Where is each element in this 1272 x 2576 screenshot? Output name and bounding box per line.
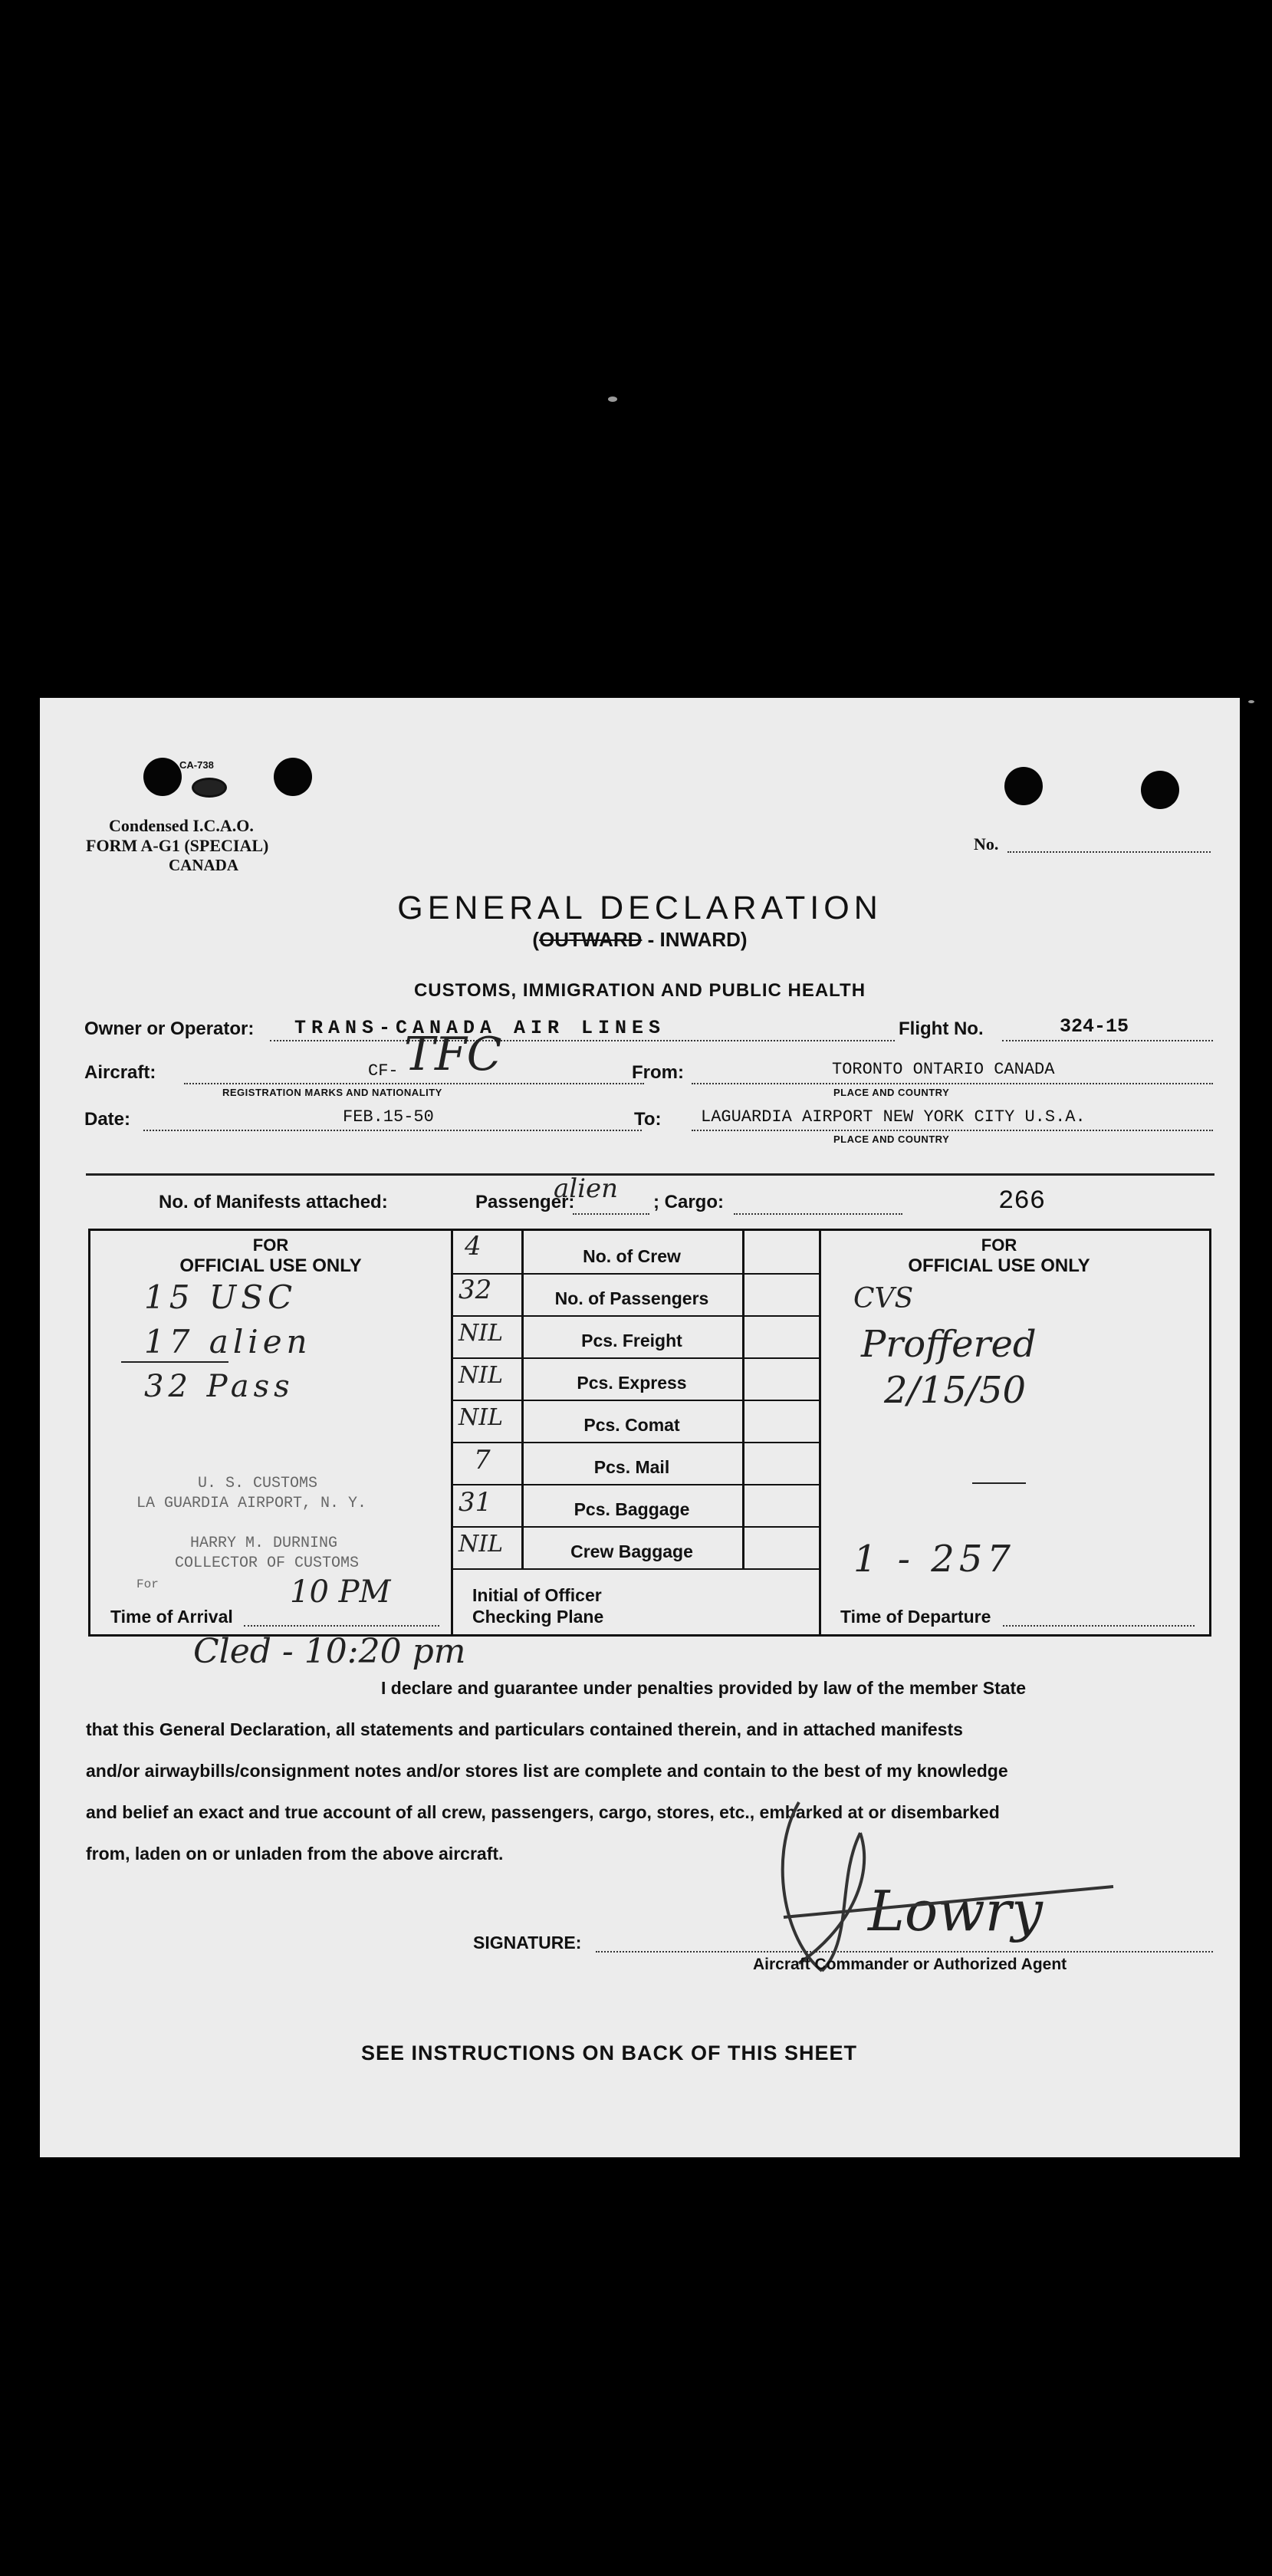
official-table (88, 1229, 1211, 1637)
count-value: NIL (459, 1320, 504, 1347)
cargo-label: ; Cargo: (653, 1192, 724, 1212)
declaration-line-1: I declare and guarantee under penalties provided by law of the member State (381, 1678, 1027, 1698)
right-note-2: Proffered (861, 1323, 1037, 1366)
aircraft-value: CF- (368, 1061, 399, 1081)
punch-hole (1141, 771, 1179, 809)
arrival-time-line (244, 1625, 439, 1627)
departure-time-label: Time of Departure (840, 1607, 991, 1627)
count-label: Crew Baggage (570, 1541, 693, 1561)
count-row (451, 1400, 819, 1443)
right-note-1: CVS (853, 1283, 914, 1314)
declaration-line-4: and belief an exact and true account of all crew, passengers, cargo, stores, etc., embarked at or disembarked (86, 1802, 1000, 1822)
count-row (451, 1315, 819, 1359)
customs-stamp-line-5: For (136, 1578, 159, 1591)
left-note-2: 17 alien (144, 1323, 312, 1360)
customs-stamp-line-4: COLLECTOR OF CUSTOMS (175, 1554, 360, 1572)
count-row (451, 1357, 819, 1401)
initial-officer-label: Initial of Officer (472, 1585, 602, 1605)
from-label: From: (632, 1062, 684, 1083)
departure-time-line (1003, 1625, 1195, 1627)
count-label: No. of Passengers (554, 1288, 709, 1308)
arrival-time-handwritten: 10 PM (290, 1574, 391, 1610)
count-value: NIL (459, 1362, 504, 1389)
count-label: Pcs. Freight (581, 1331, 682, 1351)
condensed-label: Condensed I.C.A.O. (109, 816, 254, 835)
owner-value: TRANS-CANADA AIR LINES (294, 1017, 666, 1039)
left-official-column (90, 1231, 453, 1634)
count-row (451, 1231, 819, 1275)
from-value: TORONTO ONTARIO CANADA (832, 1060, 1055, 1079)
aircraft-line (184, 1083, 644, 1084)
count-value: 32 (459, 1275, 492, 1305)
manifests-label: No. of Manifests attached: (159, 1192, 388, 1212)
count-label: Pcs. Mail (593, 1457, 670, 1477)
count-value: 31 (459, 1487, 492, 1518)
form-name: FORM A-G1 (SPECIAL) (86, 836, 269, 855)
signature-handwritten: Lowry (868, 1879, 1043, 1943)
passenger-handwritten: alien (554, 1173, 619, 1204)
to-caption: PLACE AND COUNTRY (833, 1133, 950, 1145)
checking-plane-label: Checking Plane (472, 1607, 604, 1627)
count-value: NIL (459, 1404, 504, 1431)
scan-speck (1248, 700, 1254, 703)
number-line (1007, 851, 1211, 853)
cleared-handwritten: Cled - 10:20 pm (193, 1632, 466, 1671)
aircraft-handwritten: TFC (404, 1028, 502, 1081)
signature-caption: Aircraft Commander or Authorized Agent (753, 1956, 1067, 1973)
passenger-line (573, 1213, 649, 1215)
count-row (451, 1526, 819, 1570)
punch-hole (1004, 767, 1043, 805)
right-official-heading: OFFICIAL USE ONLY (908, 1255, 1090, 1276)
flight-line (1002, 1040, 1213, 1041)
customs-stamp-line-2: LA GUARDIA AIRPORT, N. Y. (136, 1495, 367, 1512)
customs-stamp-line-1: U. S. CUSTOMS (198, 1475, 318, 1492)
to-label: To: (634, 1109, 662, 1130)
count-value: 4 (465, 1231, 482, 1262)
form-country: CANADA (169, 856, 238, 874)
owner-label: Owner or Operator: (84, 1018, 255, 1039)
to-line (692, 1130, 1213, 1131)
left-note-3: 32 Pass (144, 1369, 294, 1404)
customs-stamp-line-3: HARRY M. DURNING (190, 1535, 338, 1552)
note-underline (121, 1361, 228, 1363)
count-row (451, 1442, 819, 1485)
declaration-line-3: and/or airwaybills/consignment notes and/or stores list are complete and contain to the best of my knowledge (86, 1761, 1008, 1781)
punch-hole (274, 758, 312, 796)
left-note-1: 15 USC (144, 1278, 297, 1316)
emblem-icon (192, 778, 227, 798)
right-note-dash (972, 1482, 1026, 1484)
count-row (451, 1273, 819, 1317)
form-code: CA-738 (179, 759, 214, 771)
page-title: GENERAL DECLARATION (397, 890, 883, 926)
from-caption: PLACE AND COUNTRY (833, 1087, 950, 1098)
cargo-number: 266 (998, 1187, 1046, 1216)
flight-value: 324-15 (1060, 1015, 1129, 1038)
from-line (692, 1083, 1213, 1084)
scan-speck (608, 396, 617, 402)
right-official-column (819, 1231, 1209, 1634)
count-label: Pcs. Baggage (574, 1499, 690, 1519)
right-note-3: 2/15/50 (884, 1369, 1027, 1412)
cargo-line (734, 1213, 902, 1215)
declaration-line-5: from, laden on or unladen from the above aircraft. (86, 1844, 504, 1864)
aircraft-caption: REGISTRATION MARKS AND NATIONALITY (222, 1087, 442, 1098)
count-row (451, 1484, 819, 1528)
arrival-time-label: Time of Arrival (110, 1607, 233, 1627)
date-label: Date: (84, 1109, 131, 1130)
left-for: FOR (252, 1235, 289, 1255)
count-label: Pcs. Express (577, 1373, 687, 1393)
date-value: FEB.15-50 (343, 1107, 434, 1127)
section-heading: CUSTOMS, IMMIGRATION AND PUBLIC HEALTH (413, 980, 866, 1001)
passenger-label: Passenger: (475, 1192, 575, 1212)
punch-hole (143, 758, 182, 796)
count-label: No. of Crew (583, 1246, 681, 1266)
divider (86, 1173, 1214, 1176)
left-official-heading: OFFICIAL USE ONLY (179, 1255, 362, 1276)
flight-label: Flight No. (899, 1018, 984, 1039)
counts-column (451, 1231, 821, 1634)
declaration-line-2: that this General Declaration, all statements and particulars contained therein, and in attached manifests (86, 1719, 963, 1739)
outward-struck: OUTWARD (539, 928, 643, 951)
aircraft-label: Aircraft: (84, 1062, 156, 1083)
declaration-sheet (40, 698, 1240, 2157)
to-value: LAGUARDIA AIRPORT NEW YORK CITY U.S.A. (701, 1107, 1086, 1127)
owner-line (270, 1040, 895, 1041)
direction-subtitle: (OUTWARD - INWARD) (532, 928, 748, 951)
count-label: Pcs. Comat (583, 1415, 680, 1435)
instructions-footer: SEE INSTRUCTIONS ON BACK OF THIS SHEET (360, 2041, 858, 2064)
right-note-4: 1 - 257 (853, 1538, 1015, 1581)
right-for: FOR (981, 1235, 1017, 1255)
number-label: No. (974, 834, 999, 854)
count-value: NIL (459, 1531, 504, 1558)
date-line (143, 1130, 642, 1131)
signature-label: SIGNATURE: (473, 1933, 582, 1953)
count-value: 7 (474, 1445, 491, 1476)
